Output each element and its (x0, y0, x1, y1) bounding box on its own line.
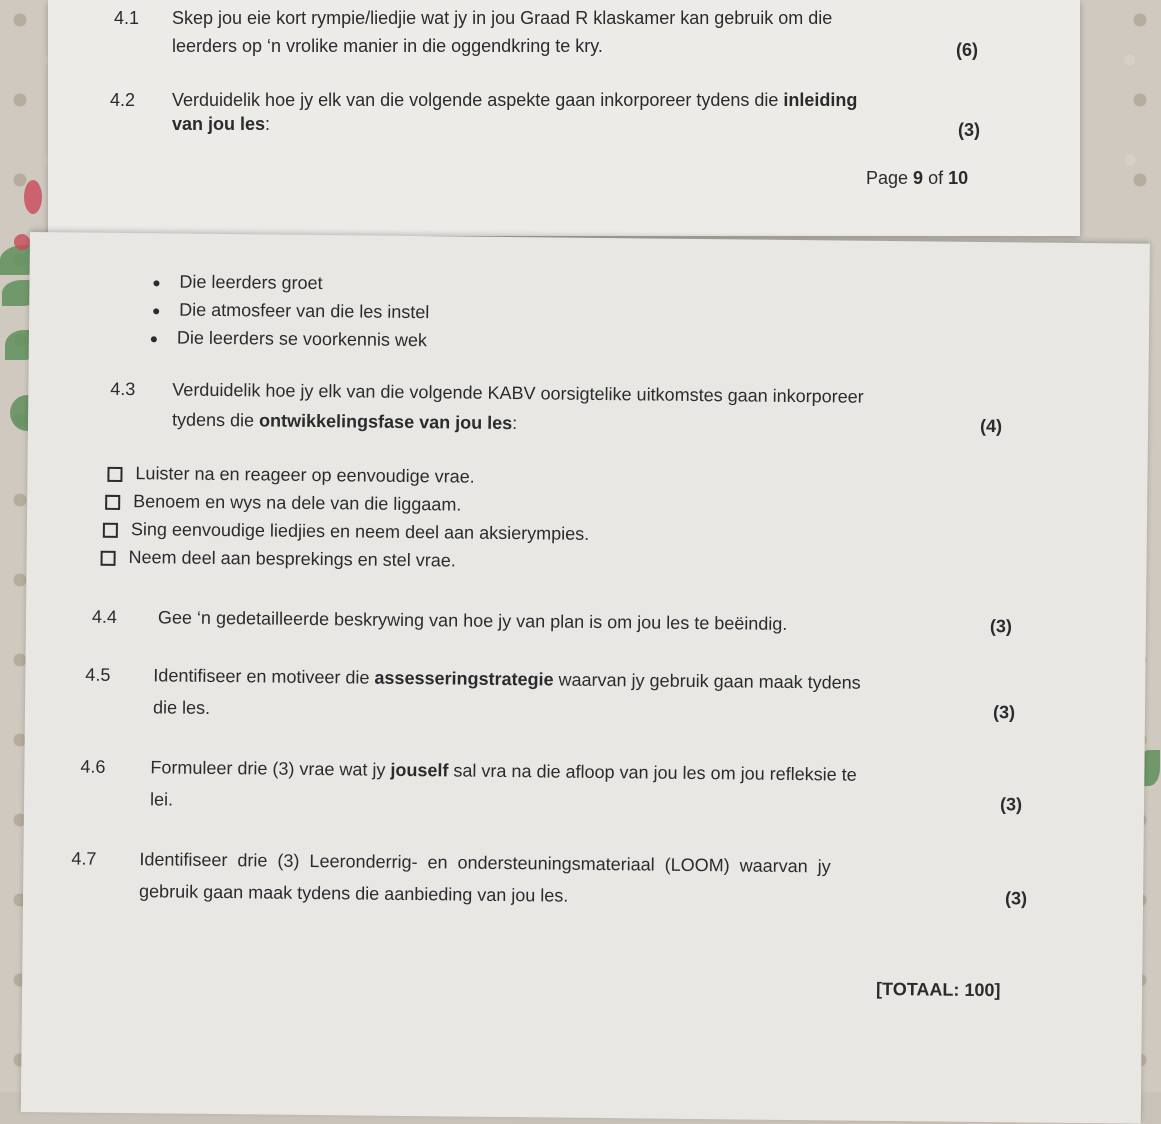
question-text-part: tydens die (171, 409, 260, 431)
question-marks: (6) (956, 40, 978, 60)
question-text-part: Verduidelik hoe jy elk van die volgende aspekte gaan inkorporeer tydens die (172, 90, 784, 110)
question-text-bold: assesseringstrategie (374, 667, 554, 690)
question-text: Identifiseer drie (3) Leeronderrig- en ondersteuningsmateriaal (LOOM) waarvan jy (139, 849, 831, 877)
list-item: Sing eenvoudige liedjies en neem deel aan aksierympies. (130, 519, 590, 544)
checkbox-icon (105, 495, 120, 510)
question-text-part: Formuleer drie (3) vrae wat jy (150, 757, 391, 780)
question-text-bold: van jou les (172, 114, 266, 134)
list-item: Die leerders groet (179, 271, 323, 294)
page-label: of (923, 168, 949, 188)
question-marks: (3) (989, 616, 1013, 637)
list-item: Neem deel aan besprekings en stel vrae. (128, 547, 456, 571)
question-text: gebruik gaan maak tydens die aanbieding van jou les. (138, 881, 569, 906)
total-marks: [TOTAAL: 100] (876, 978, 1001, 1001)
question-marks: (3) (1004, 888, 1028, 909)
question-text-part: sal vra na die afloop van jou les om jou refleksie te (448, 760, 857, 785)
question-text: Verduidelik hoe jy elk van die volgende KABV oorsigtelike uitkomstes gaan inkorporeer (172, 379, 864, 407)
question-text (172, 86, 857, 114)
question-text (153, 661, 861, 696)
question-text-bold: ontwikkelingsfase van jou les (258, 410, 513, 434)
question-text-part: waarvan jy gebruik gaan maak tydens (553, 669, 861, 693)
question-text (172, 405, 517, 437)
question-marks: (3) (999, 794, 1023, 815)
exam-page-10 (21, 232, 1150, 1124)
bullet-dot (153, 280, 159, 286)
question-number: 4.4 (91, 606, 118, 627)
page-label: Page (866, 168, 914, 188)
checkbox-icon (103, 523, 118, 538)
question-4-5 (85, 661, 1036, 723)
page-number (866, 164, 968, 192)
checkbox-icon (101, 551, 116, 566)
question-marks: (3) (992, 702, 1016, 723)
question-text: lei. (149, 789, 174, 810)
question-marks: (4) (979, 415, 1003, 437)
question-4-4 (91, 603, 1032, 637)
question-4-3 (110, 375, 1041, 437)
question-text-bold: inleiding (783, 90, 858, 110)
question-number: 4.1 (114, 8, 140, 28)
list-item: Die atmosfeer van die les instel (179, 299, 430, 323)
question-text-bold: jouself (390, 759, 449, 781)
checkbox-icon (107, 467, 122, 482)
question-number: 4.3 (110, 378, 136, 400)
page-current: 9 (913, 168, 924, 188)
question-text: leerders op ‘n vrolike manier in die oggendkring te kry. (172, 36, 603, 56)
question-text: die les. (152, 697, 211, 718)
question-4-6 (80, 753, 1041, 815)
list-item: Die leerders se voorkennis wek (176, 327, 428, 351)
exam-page-9 (48, 0, 1080, 236)
question-text-part: Identifiseer en motiveer die (153, 665, 375, 688)
rose-decoration (14, 234, 30, 250)
question-text: Gee ‘n gedetailleerde beskrywing van hoe jy van plan is om jou les te beëindig. (157, 607, 788, 634)
question-text-part: : (265, 114, 271, 134)
list-item: Luister na en reageer op eenvoudige vrae. (135, 463, 475, 487)
question-4-7 (71, 844, 1052, 909)
bullet-dot (151, 336, 157, 342)
question-text-part: : (512, 413, 518, 434)
question-text (172, 110, 270, 138)
rose-decoration (24, 180, 42, 214)
list-item: Benoem en wys na dele van die liggaam. (133, 491, 462, 515)
question-number: 4.2 (110, 90, 136, 110)
bullet-dot (153, 308, 159, 314)
question-text: Skep jou eie kort rympie/liedjie wat jy in jou Graad R klaskamer kan gebruik om die (172, 8, 833, 28)
question-number: 4.7 (71, 848, 97, 869)
page-total: 10 (948, 168, 969, 188)
question-text (150, 753, 857, 788)
question-marks: (3) (958, 120, 980, 140)
question-number: 4.6 (80, 756, 106, 777)
question-number: 4.5 (85, 664, 111, 685)
